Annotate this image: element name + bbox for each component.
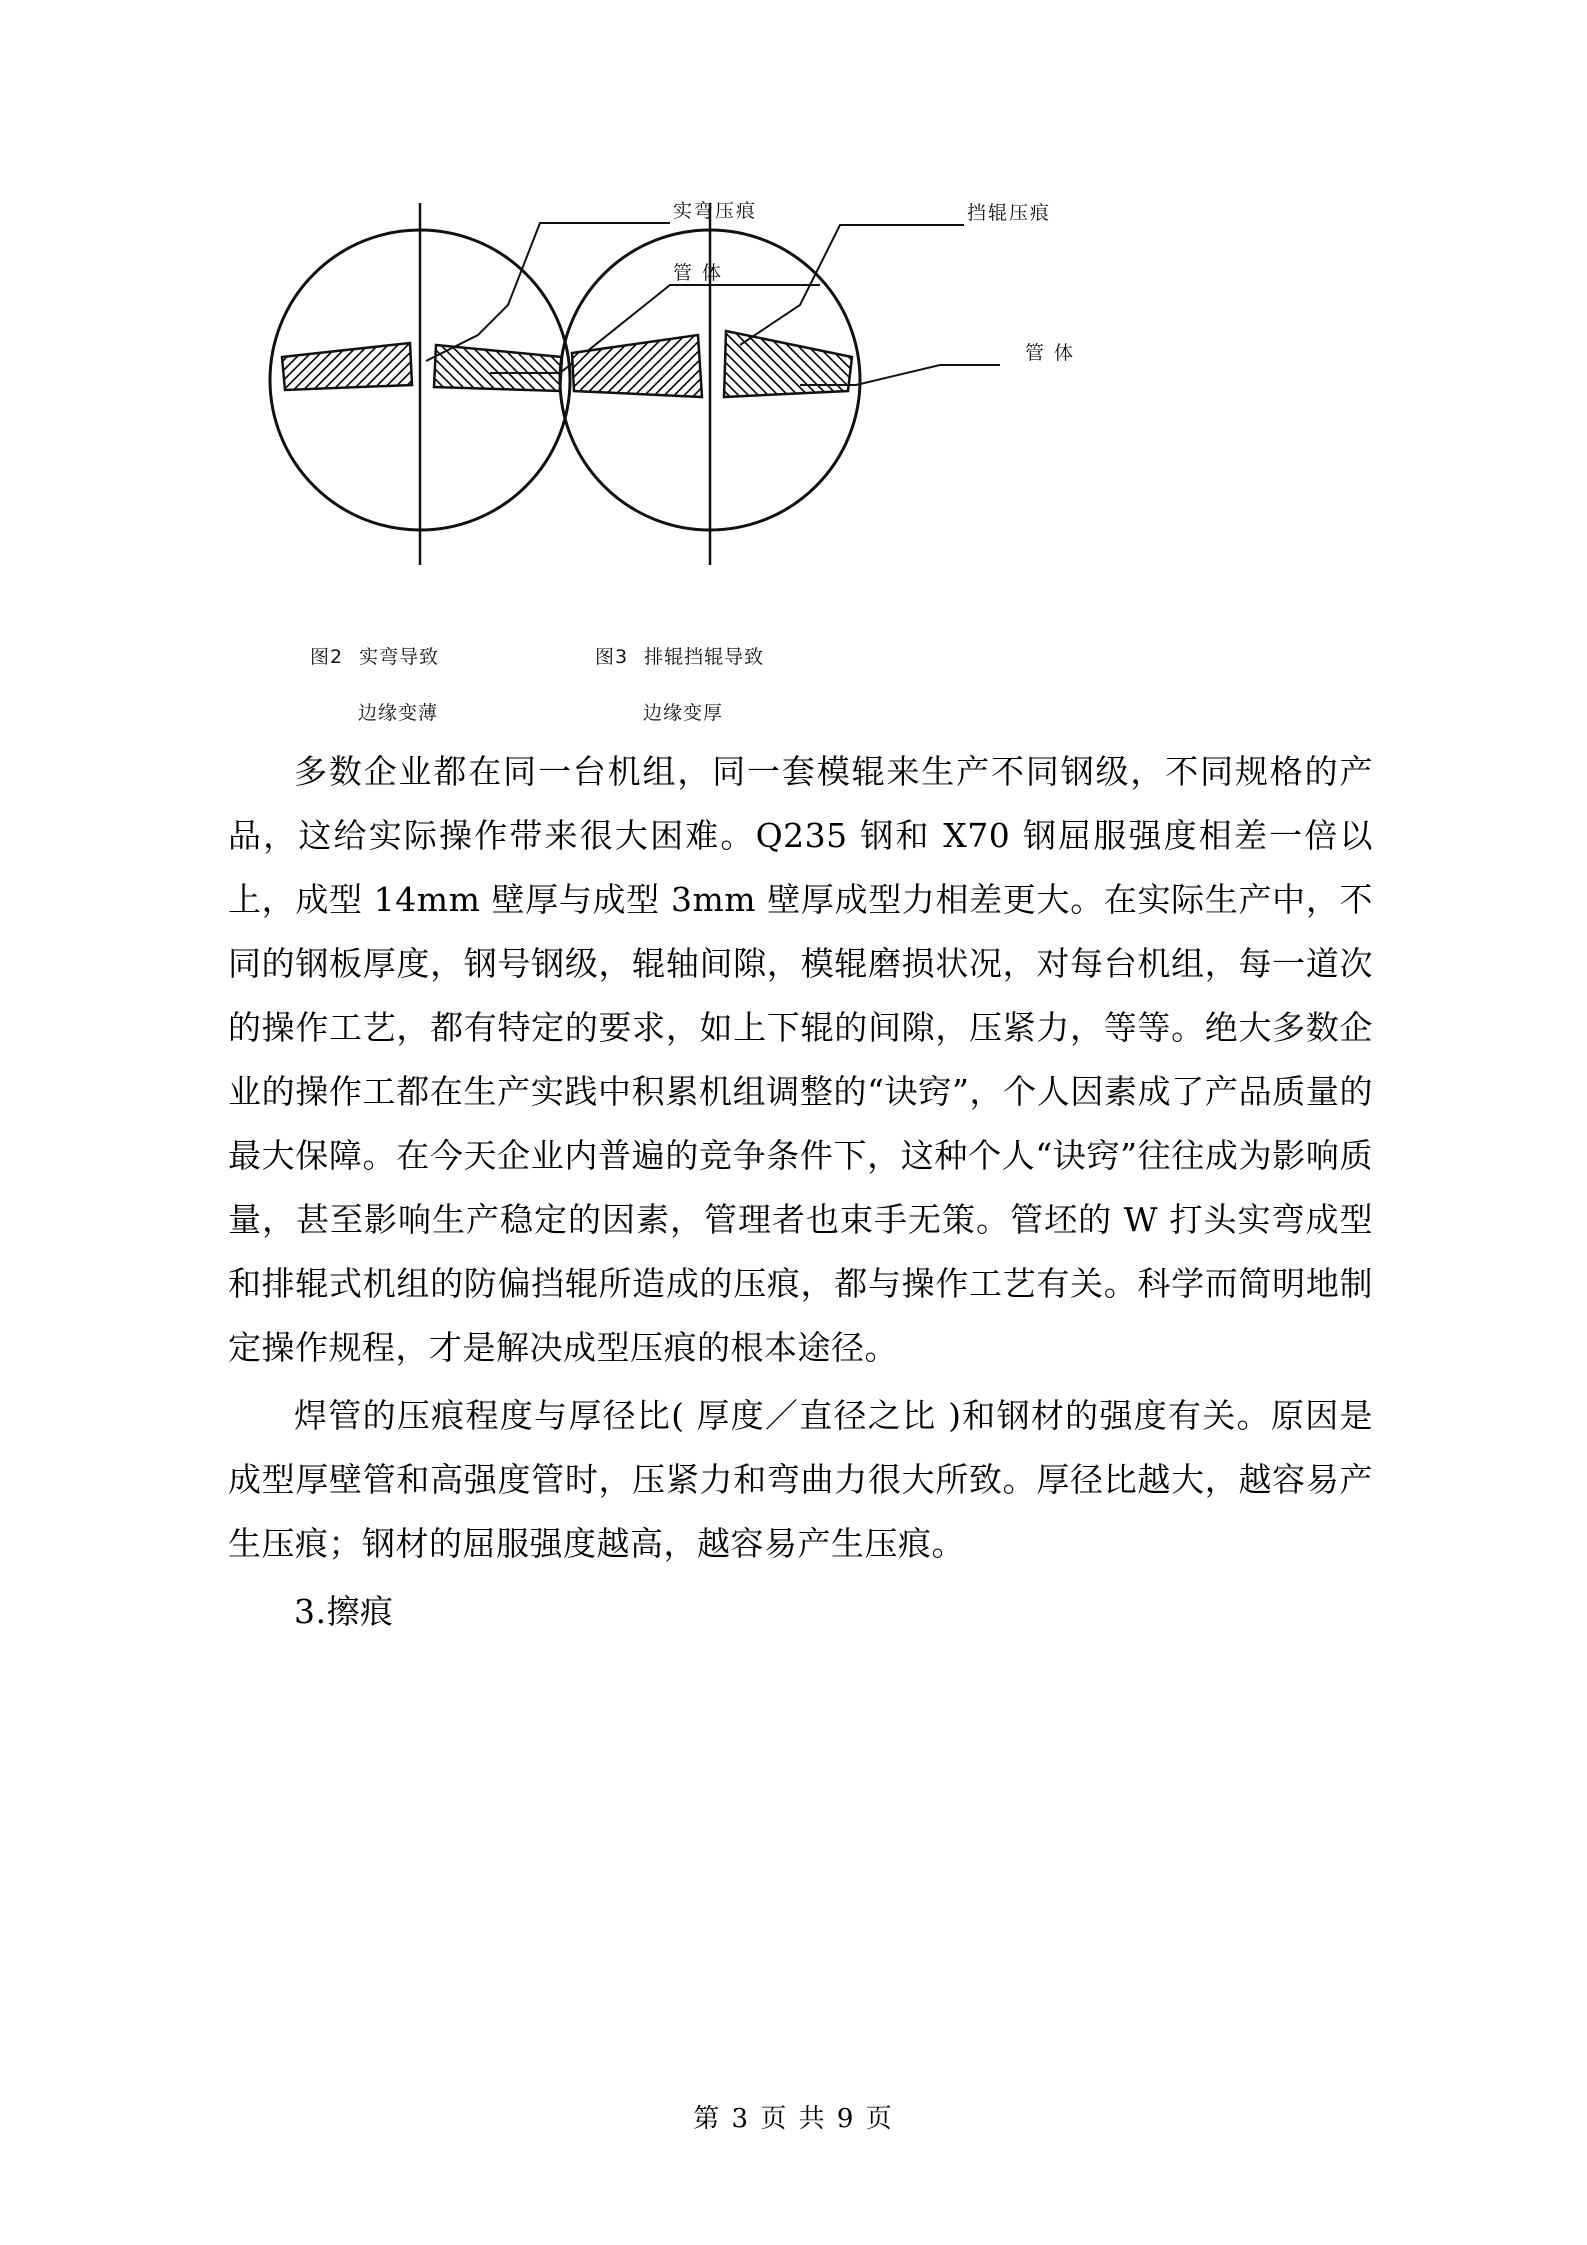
figure-caption-3-number: 图3	[595, 646, 629, 668]
figure-caption-3-line2: 边缘变厚	[643, 702, 724, 724]
right-wedge-left-shape	[572, 335, 702, 397]
body-text	[228, 740, 1373, 1644]
paragraph-2: 焊管的压痕程度与厚径比( 厚度／直径之比 )和钢材的强度有关。原因是成型厚壁管和高强度管时，压紧力和弯曲力很大所致。厚径比越大，越容易产生压痕；钢材的屈服强度越高，越容易产生压痕。	[228, 1396, 1373, 1563]
label-left-dent: 实弯压痕	[673, 200, 758, 222]
figure-caption-3	[595, 615, 764, 727]
paragraph-1: 多数企业都在同一台机组，同一套模辊来生产不同钢级，不同规格的产品，这给实际操作带来很大困难。Q235 钢和 X70 钢屈服强度相差一倍以上，成型 14mm 壁厚与成型 3mm 壁厚成型力相差更大。在实际生产中，不同的钢板厚度，钢号钢级，辊轴间隙，模辊磨损状况，对每台机组，每一道次的操作工艺，都有特定的要求，如上下辊的间隙，压紧力，等等。绝大多数企业的操作工都在生产实践中积累机组调整的“诀窍”，个人因素成了产品质量的最大保障。在今天企业内普遍的竞争条件下，这种个人“诀窍”往往成为影响质量，甚至影响生产稳定的因素，管理者也束手无策。管坯的 W 打头实弯成型和排辊式机组的防偏挡辊所造成的压痕，都与操作工艺有关。科学而简明地制定操作规程，才是解决成型压痕的根本途径。	[228, 752, 1373, 1367]
figure-caption-2	[310, 615, 439, 727]
figure-right-group	[560, 202, 1075, 565]
right-wedge-shape	[434, 345, 562, 391]
page-number: 第 3 页 共 9 页	[693, 2104, 894, 2134]
figure-svg	[240, 185, 1350, 615]
figure-caption-2-line2: 边缘变薄	[358, 702, 439, 724]
figure-illustration	[240, 185, 1350, 724]
figure-caption-3-line1: 排辊挡辊导致	[644, 646, 765, 668]
figure-captions	[240, 615, 1350, 724]
label-right-dent: 挡辊压痕	[967, 202, 1052, 224]
right-wedge-right-shape	[724, 331, 852, 397]
left-wedge-shape	[282, 343, 412, 390]
figure-caption-2-line1: 实弯导致	[359, 646, 440, 668]
label-left-pipe: 管 体	[673, 262, 724, 284]
paragraph-3: 3.擦痕	[294, 1592, 394, 1631]
label-right-pipe: 管 体	[1025, 342, 1076, 364]
left-leader-dent	[426, 223, 670, 361]
figure-caption-2-number: 图2	[310, 646, 344, 668]
page-footer	[0, 2098, 1587, 2135]
